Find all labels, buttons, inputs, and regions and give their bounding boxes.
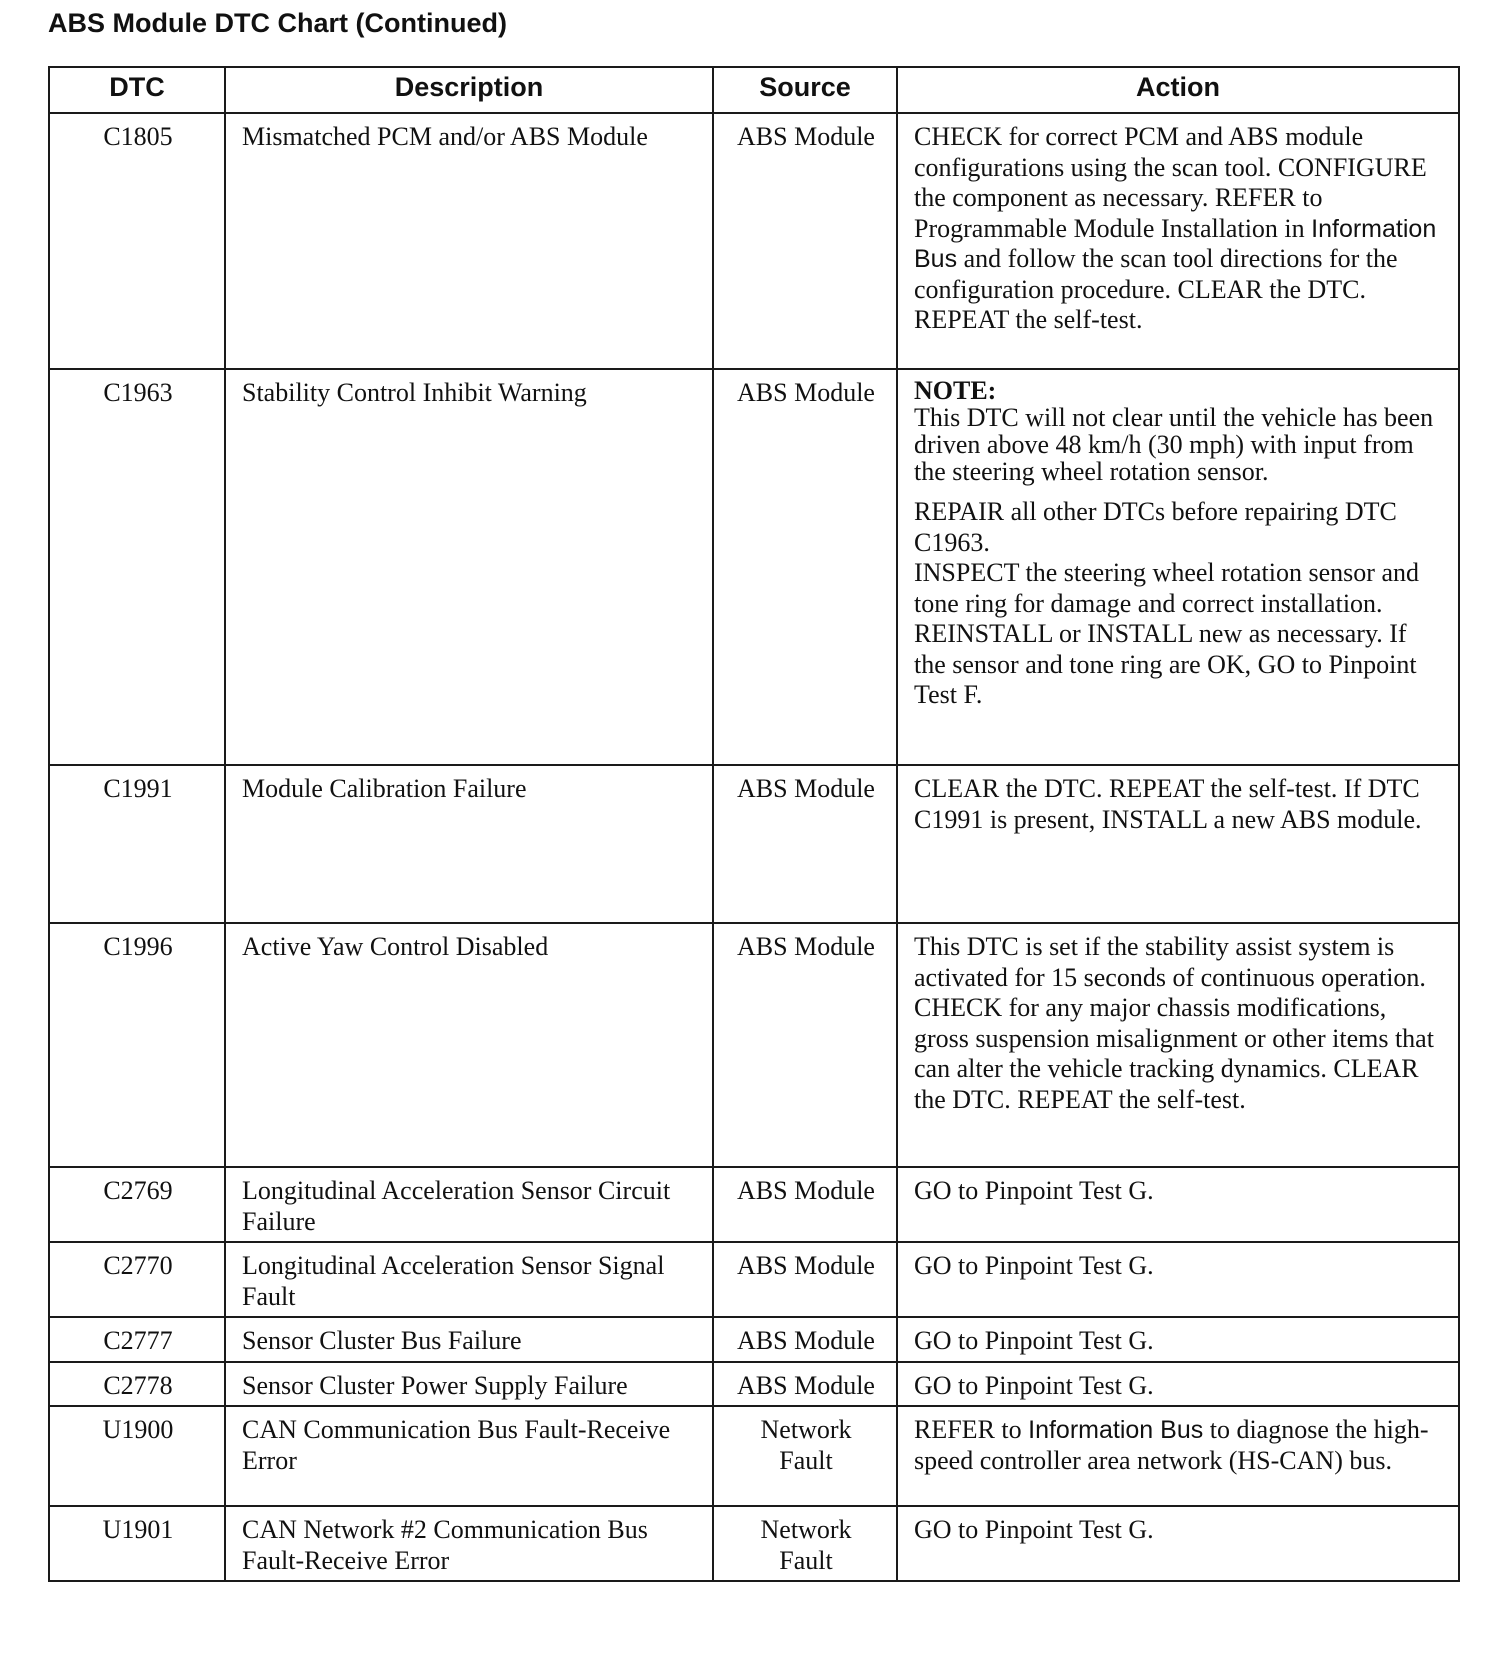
dtc-code: C1991 [49,765,225,923]
table-row [49,1317,1459,1362]
dtc-action [897,369,1459,765]
dtc-action: GO to Pinpoint Test G. [897,1506,1459,1581]
dtc-code: U1900 [49,1406,225,1506]
source-line: Fault [779,1445,833,1475]
dtc-source: ABS Module [713,1362,897,1407]
dtc-description: Sensor Cluster Bus Failure [225,1317,713,1362]
column-header-description: Description [225,67,713,113]
dtc-description: CAN Communication Bus Fault-Receive Error [225,1406,713,1506]
table-row [49,369,1459,765]
dtc-description: CAN Network #2 Communication Bus Fault-Receive Error [225,1506,713,1581]
table-row [49,113,1459,369]
dtc-description: Stability Control Inhibit Warning [225,369,713,765]
dtc-source: ABS Module [713,1167,897,1242]
dtc-description: Longitudinal Acceleration Sensor Circuit Failure [225,1167,713,1242]
dtc-action: This DTC is set if the stability assist system is activated for 15 seconds of continuous operation. CHECK for any major chassis modifications, gross suspension misalignment or other items that can alter the vehicle tracking dynamics. CLEAR the DTC. REPEAT the self-test. [897,923,1459,1167]
action-text: REPAIR all other DTCs before repairing DTC C1963. [914,497,1397,557]
page-title: ABS Module DTC Chart (Continued) [48,8,507,38]
action-text: REFER to [914,1415,1022,1444]
dtc-code: C1996 [49,923,225,1167]
dtc-source: ABS Module [713,369,897,765]
dtc-code: C2777 [49,1317,225,1362]
dtc-action [897,113,1459,369]
dtc-code: C1805 [49,113,225,369]
dtc-description: Active Yaw Control Disabled [225,923,713,1167]
dtc-action: GO to Pinpoint Test G. [897,1242,1459,1317]
dtc-description: Module Calibration Failure [225,765,713,923]
dtc-code: C2778 [49,1362,225,1407]
dtc-source [713,1406,897,1506]
dtc-action [897,1406,1459,1506]
action-text: INSPECT the steering wheel rotation sensor and tone ring for damage and correct installation. REINSTALL or INSTALL new as necessary. If the sensor and tone ring are OK, GO to Pinpoint Test F. [914,558,1419,709]
dtc-code: C2769 [49,1167,225,1242]
column-header-dtc: DTC [49,67,225,113]
information-bus-reference: Information Bus [1028,1416,1204,1444]
dtc-code: U1901 [49,1506,225,1581]
dtc-source [713,1506,897,1581]
source-line: Fault [779,1545,833,1575]
table-row [49,1406,1459,1506]
source-line: Network [760,1415,852,1444]
dtc-action: GO to Pinpoint Test G. [897,1317,1459,1362]
dtc-source: ABS Module [713,923,897,1167]
dtc-action: GO to Pinpoint Test G. [897,1362,1459,1407]
dtc-description: Sensor Cluster Power Supply Failure [225,1362,713,1407]
note-text: This DTC will not clear until the vehicle has been driven above 48 km/h (30 mph) with input from the steering wheel rotation sensor. [914,403,1434,486]
dtc-code: C2770 [49,1242,225,1317]
action-text: CHECK for correct PCM and ABS module configurations using the scan tool. CONFIGURE the component as necessary. REFER to Programmable Module Installation in [914,122,1427,243]
dtc-table [48,66,1460,1582]
table-row [49,1242,1459,1317]
table-row [49,923,1459,1167]
dtc-action: GO to Pinpoint Test G. [897,1167,1459,1242]
table-row [49,765,1459,923]
source-line: Network [760,1515,852,1544]
table-row [49,1167,1459,1242]
dtc-code: C1963 [49,369,225,765]
dtc-source: ABS Module [713,1242,897,1317]
dtc-action: CLEAR the DTC. REPEAT the self-test. If DTC C1991 is present, INSTALL a new ABS module. [897,765,1459,923]
column-header-source: Source [713,67,897,113]
information-bus-reference: Information Bus [914,214,1437,273]
table-row [49,1506,1459,1581]
dtc-source: ABS Module [713,765,897,923]
dtc-description: Longitudinal Acceleration Sensor Signal Fault [225,1242,713,1317]
dtc-description: Mismatched PCM and/or ABS Module [225,113,713,369]
action-text: to diagnose the high-speed controller area network (HS-CAN) bus. [914,1415,1429,1475]
column-header-action: Action [897,67,1459,113]
table-header-row [49,67,1459,113]
note-label: NOTE: [914,376,997,405]
table-row [49,1362,1459,1407]
dtc-source: ABS Module [713,113,897,369]
action-text: and follow the scan tool directions for the configuration procedure. CLEAR the DTC. REPEAT the self-test. [914,244,1398,334]
dtc-source: ABS Module [713,1317,897,1362]
